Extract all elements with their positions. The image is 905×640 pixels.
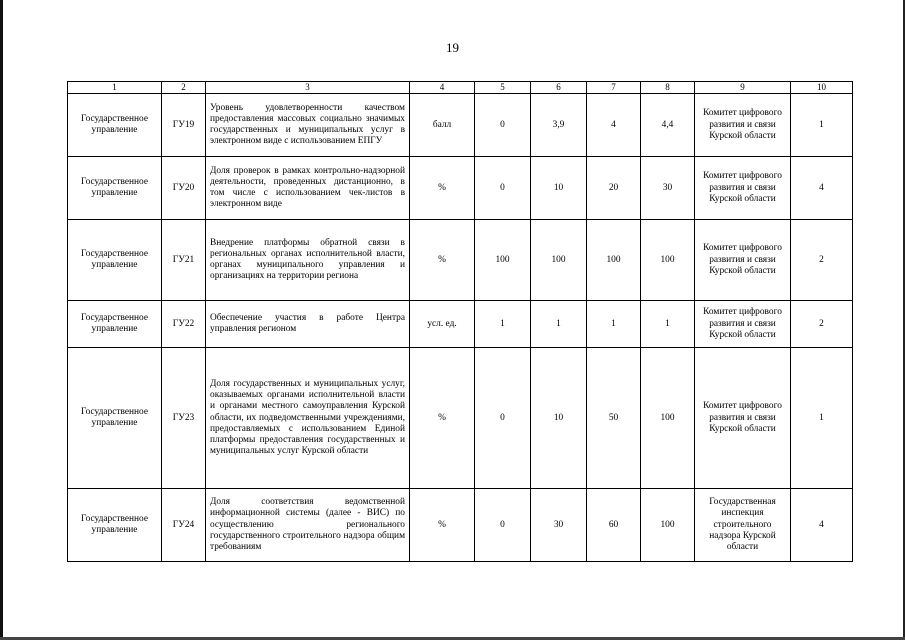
value-cell: 0 (475, 94, 531, 157)
value-cell: 100 (641, 489, 695, 562)
indicators-table (67, 81, 853, 562)
table-row (68, 157, 853, 220)
unit-cell: балл (410, 94, 475, 157)
priority-cell: 1 (791, 94, 853, 157)
sector-cell: Государственное управление (68, 489, 162, 562)
value-cell: 1 (587, 301, 641, 348)
table-row (68, 301, 853, 348)
priority-cell: 4 (791, 489, 853, 562)
table-row (68, 489, 853, 562)
value-cell: 0 (475, 157, 531, 220)
header-cell: 6 (531, 82, 587, 94)
code-cell: ГУ19 (162, 94, 206, 157)
responsible-cell: Комитет цифрового развития и связи Курской области (695, 348, 791, 489)
description-cell: Обеспечение участия в работе Центра управления регионом (206, 301, 410, 348)
value-cell: 100 (641, 220, 695, 301)
value-cell: 4,4 (641, 94, 695, 157)
code-cell: ГУ22 (162, 301, 206, 348)
sector-cell: Государственное управление (68, 348, 162, 489)
value-cell: 4 (587, 94, 641, 157)
description-cell: Уровень удовлетворенности качеством предоставления массовых социально значимых государственных и муниципальных услуг в электронном виде с использованием ЕПГУ (206, 94, 410, 157)
priority-cell: 1 (791, 348, 853, 489)
header-cell: 5 (475, 82, 531, 94)
value-cell: 0 (475, 489, 531, 562)
responsible-cell: Комитет цифрового развития и связи Курской области (695, 301, 791, 348)
value-cell: 30 (641, 157, 695, 220)
responsible-cell: Комитет цифрового развития и связи Курской области (695, 157, 791, 220)
unit-cell: усл. ед. (410, 301, 475, 348)
responsible-cell: Государственная инспекция строительного надзора Курской области (695, 489, 791, 562)
header-cell: 1 (68, 82, 162, 94)
header-cell: 3 (206, 82, 410, 94)
code-cell: ГУ20 (162, 157, 206, 220)
description-cell: Доля соответствия ведомственной информационной системы (далее - ВИС) по осуществлению регионального государственного строительного надзора общим требованиям (206, 489, 410, 562)
description-cell: Доля проверок в рамках контрольно-надзорной деятельности, проведенных дистанционно, в том числе с использованием чек-листов в электронном виде (206, 157, 410, 220)
value-cell: 1 (475, 301, 531, 348)
sector-cell: Государственное управление (68, 220, 162, 301)
header-cell: 2 (162, 82, 206, 94)
table-header-row (68, 82, 853, 94)
sector-cell: Государственное управление (68, 301, 162, 348)
value-cell: 100 (531, 220, 587, 301)
page-number: 19 (446, 40, 459, 55)
value-cell: 10 (531, 348, 587, 489)
header-cell: 9 (695, 82, 791, 94)
value-cell: 30 (531, 489, 587, 562)
value-cell: 3,9 (531, 94, 587, 157)
value-cell: 100 (587, 220, 641, 301)
responsible-cell: Комитет цифрового развития и связи Курской области (695, 94, 791, 157)
description-cell: Доля государственных и муниципальных услуг, оказываемых органами исполнительной власти и органами местного самоуправления Курской области, их подведомственными учреждениями, предоставляемых с использованием Единой платформы предоставления государственных и муниципальных услуг Курской области (206, 348, 410, 489)
value-cell: 100 (641, 348, 695, 489)
value-cell: 1 (531, 301, 587, 348)
value-cell: 1 (641, 301, 695, 348)
sector-cell: Государственное управление (68, 94, 162, 157)
header-cell: 8 (641, 82, 695, 94)
code-cell: ГУ24 (162, 489, 206, 562)
table-row (68, 220, 853, 301)
table-row (68, 348, 853, 489)
sector-cell: Государственное управление (68, 157, 162, 220)
value-cell: 10 (531, 157, 587, 220)
header-cell: 7 (587, 82, 641, 94)
value-cell: 0 (475, 348, 531, 489)
priority-cell: 2 (791, 301, 853, 348)
header-cell: 4 (410, 82, 475, 94)
code-cell: ГУ21 (162, 220, 206, 301)
value-cell: 100 (475, 220, 531, 301)
value-cell: 50 (587, 348, 641, 489)
priority-cell: 2 (791, 220, 853, 301)
value-cell: 20 (587, 157, 641, 220)
responsible-cell: Комитет цифрового развития и связи Курской области (695, 220, 791, 301)
header-cell: 10 (791, 82, 853, 94)
value-cell: 60 (587, 489, 641, 562)
unit-cell: % (410, 220, 475, 301)
unit-cell: % (410, 348, 475, 489)
scan-edge-left (0, 0, 3, 640)
table-row (68, 94, 853, 157)
code-cell: ГУ23 (162, 348, 206, 489)
unit-cell: % (410, 489, 475, 562)
description-cell: Внедрение платформы обратной связи в региональных органах исполнительной власти, органах муниципального управления и организациях на территории региона (206, 220, 410, 301)
unit-cell: % (410, 157, 475, 220)
priority-cell: 4 (791, 157, 853, 220)
